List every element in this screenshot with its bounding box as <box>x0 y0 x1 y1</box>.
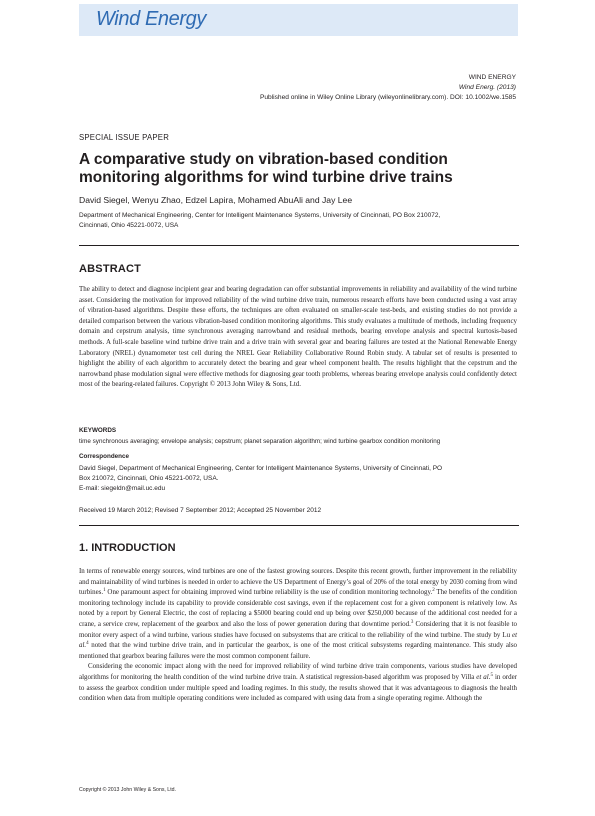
abstract-heading: ABSTRACT <box>79 263 142 275</box>
affiliation <box>79 211 519 231</box>
affiliation-line2: Cincinnati, Ohio 45221-0072, USA <box>79 222 179 229</box>
keywords-label: KEYWORDS <box>79 427 117 434</box>
text-run: Considering the economic impact along with the need for improved reliability of wind turbine drive train components, various studies have developed algorithms for monitoring the health condition of the wind turbine drive train. A statistical regression-based algorithm was proposed by Villa <box>79 662 517 681</box>
reference-marker: 3 <box>410 619 414 625</box>
reference-marker: 2 <box>432 588 435 594</box>
correspondence-label: Correspondence <box>79 453 130 460</box>
affiliation-line1: Department of Mechanical Engineering, Center for Intelligent Maintenance Systems, University of Cincinnati, PO Box 210072, <box>79 212 441 219</box>
et-al: et al. <box>79 630 517 650</box>
reference-marker: 4 <box>86 641 89 647</box>
author-list: David Siegel, Wenyu Zhao, Edzel Lapira, Mohamed AbuAli and Jay Lee <box>79 195 353 205</box>
correspondence-block <box>79 464 519 494</box>
copyright-footer: Copyright © 2013 John Wiley & Sons, Ltd. <box>79 787 176 793</box>
publication-info: Published online in Wiley Online Library (wileyonlinelibrary.com). DOI: 10.1002/we.1585 <box>259 94 516 101</box>
text-run: The benefits of the condition monitoring technology include its capability to provide considerable cost savings, even if the replacement cost for a given component is relatively low. As noted by a report by General Electric, the cost of replacing a $5000 bearing could end up being over $250,000 because of the additional cost needed for a crane, a service crew, replacement of the gearbox and also the loss of power generation during that downtime period. <box>79 588 517 628</box>
paragraph <box>79 661 517 703</box>
journal-info <box>260 73 516 103</box>
text-run: in order to assess the gearbox condition under multiple speed and loading regimes. In this study, the results showed that it was advantageous to diagnosis the health condition when data from multiple operating conditions were included as compared with using data from a single operating regime. Although the <box>79 672 517 703</box>
reference-marker: 1 <box>103 588 106 594</box>
introduction-heading: 1. INTRODUCTION <box>79 542 176 554</box>
received-dates: Received 19 March 2012; Revised 7 September 2012; Accepted 25 November 2012 <box>79 507 322 514</box>
text-run: In terms of renewable energy sources, wind turbines are one of the fastest growing sources. Despite this recent growth, further improvement in the reliability and maintainability of wind turbines is needed in order to achieve the US Department of Energy’s goal of 20% of the total energy by 2030 coming from wind turbines. <box>79 567 517 597</box>
correspondence-email: E-mail: siegeldn@mail.uc.edu <box>79 485 166 492</box>
journal-banner-title: Wind Energy <box>96 8 206 30</box>
divider <box>79 245 519 246</box>
abstract-text: The ability to detect and diagnose incipient gear and bearing degradation can offer substantial improvements in reliability and availability of the wind turbine asset. Considering the motivation for improved reliability of the wind turbine drive train, numerous research efforts have been conducted using a vast array of vibration-based algorithms. Despite these efforts, the techniques are often evaluated on smaller-scale test-beds, and existing studies do not provide a detailed comparison between the various vibration-based condition monitoring algorithms. This study evaluates a multitude of methods, including frequency domain and cepstrum analysis, time synchronous averaging narrowband and residual methods, bearing envelope analysis and spectral kurtosis-based methods. A full-scale baseline wind turbine drive train and a drive train with several gear and bearing failures are tested at the National Renewable Energy Laboratory (NREL) dynamometer test cell during the NREL Gear Reliability Collaborative Round Robin study. A tabular set of results is presented to highlight the ability of each algorithm to accurately detect the bearing and gear wheel component health. The results highlight that the cepstrum and the narrowband phase modulation signal were effective methods for diagnosing gear tooth problems, whereas bearing envelope analysis could confidently detect most of the bearing-related failures. Copyright © 2013 John Wiley & Sons, Ltd. <box>79 285 517 389</box>
journal-citation: Wind Energ. (2013) <box>458 84 516 91</box>
reference-marker: 5 <box>490 672 493 678</box>
journal-banner <box>79 4 518 36</box>
paper-title <box>79 151 519 187</box>
correspondence-line2: Box 210072, Cincinnati, Ohio 45221-0072, USA. <box>79 475 219 482</box>
paper-title-line2: monitoring algorithms for wind turbine drive trains <box>79 169 453 186</box>
text-run: noted that the wind turbine drive train, and in particular the gearbox, is one of the most critical subsystems regarding maintenance. This study also mentioned that gearbox bearing failures were the most common component failure. <box>79 641 517 660</box>
section-label: SPECIAL ISSUE PAPER <box>79 133 170 142</box>
introduction-body <box>79 566 517 704</box>
correspondence-line1: David Siegel, Department of Mechanical Engineering, Center for Intelligent Maintenance Systems, University of Cincinnati, PO <box>79 465 443 472</box>
text-run: Considering that it is not feasible to monitor every aspect of a wind turbine, various studies have focused on subsystems that are critical to the reliability of the wind turbine. The study by Lu <box>79 619 517 639</box>
paper-title-line1: A comparative study on vibration-based condition <box>79 151 448 168</box>
journal-name: WIND ENERGY <box>468 74 516 81</box>
keywords-text: time synchronous averaging; envelope analysis; cepstrum; planet separation algorithm; wind turbine gearbox condition monitoring <box>79 438 441 445</box>
divider <box>79 525 519 526</box>
paragraph <box>79 566 517 661</box>
text-run: One paramount aspect for obtaining improved wind turbine reliability is the use of condition monitoring technology. <box>105 588 433 597</box>
et-al: et al. <box>476 672 491 681</box>
